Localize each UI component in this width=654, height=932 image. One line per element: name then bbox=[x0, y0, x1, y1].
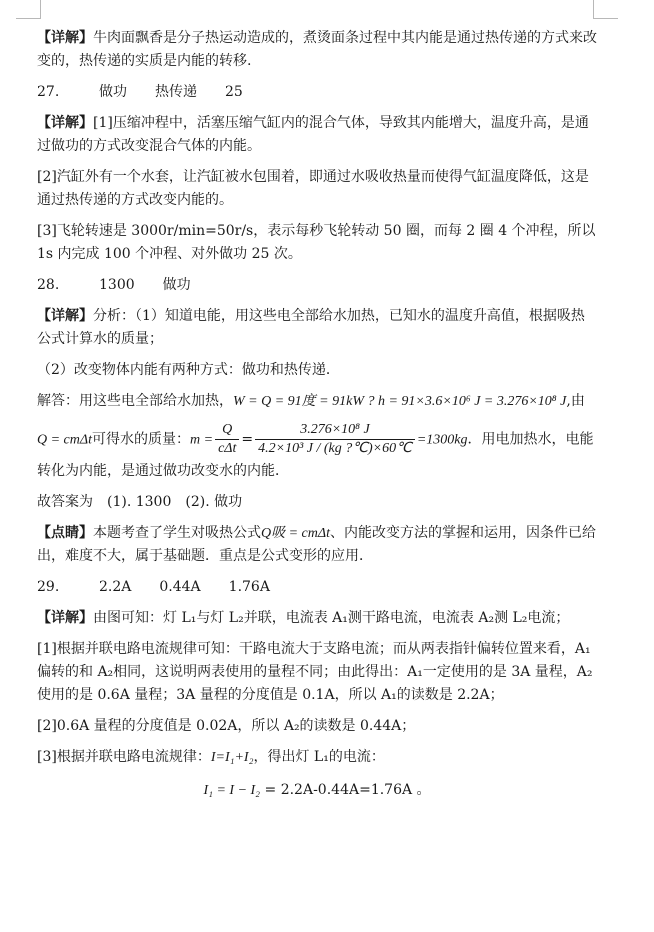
explain-tag: 【详解】 bbox=[37, 115, 93, 131]
paragraph-27-point-3: [3]飞轮转速是 3000r/min=50r/s，表示每秒飞轮转动 50 圈，而每 2 圈 4 个冲程，所以 1s 内完成 100 个冲程、对外做功 25 次。 bbox=[37, 223, 596, 262]
answer-row-27 bbox=[37, 81, 597, 104]
solution-intro: 解答：用这些电全部给水加热， bbox=[37, 393, 233, 409]
fraction-numeric bbox=[255, 421, 415, 458]
fraction-denominator: cΔt bbox=[218, 441, 237, 456]
paragraph-29-point-2: [2]0.6A 量程的分度值是 0.02A，所以 A₂的读数是 0.44A； bbox=[37, 718, 416, 734]
paragraph-28-point-2: （2）改变物体内能有两种方式：做功和热传递． bbox=[37, 362, 340, 378]
paragraph-28-remark bbox=[37, 522, 597, 568]
answer-3: 1.76A bbox=[228, 579, 270, 595]
current-formula: I=I₁+I₂ bbox=[210, 750, 254, 765]
answer-3: 25 bbox=[225, 84, 243, 100]
fraction-numerator: Q bbox=[215, 421, 239, 440]
answer-1: 2.2A bbox=[99, 579, 132, 595]
paragraph-27-point-2: [2]汽缸外有一个水套，让汽缸被水包围着，即通过水吸收热量而使得气缸温度降低，这是通过热传递的方式改变内能的。 bbox=[37, 169, 589, 208]
answer-2: 热传递 bbox=[155, 84, 197, 100]
paragraph-28-mass: Q = cmΔt可得水的质量：m = $\frac{Q}{\text{cΔt}}$ = $\frac{\text{3.276×10⁸ J}}{\text{4.2×10³ J / (kg ?℃)×60℃}}$ =1300kg．用电加热水，电能 bbox=[37, 422, 594, 456]
paragraph-28-explain bbox=[37, 305, 597, 351]
mass-tail: ．用电加热水，电能 bbox=[467, 431, 594, 448]
answer-1: 做功 bbox=[99, 84, 127, 100]
energy-formula: W = Q = 91度 = 91kW ? h = 91×3.6×10⁶ J = 3.276×10⁸ J bbox=[233, 394, 567, 409]
rule-intro: [3]根据并联电路电流规律： bbox=[37, 749, 211, 765]
corner-mark-left bbox=[16, 0, 41, 19]
paragraph-29-point-3 bbox=[37, 746, 597, 769]
explain-text: 由图可知：灯 L₁与灯 L₂并联，电流表 A₁测干路电流，电流表 A₂测 L₂电流； bbox=[93, 610, 570, 626]
explain-text: [1]压缩冲程中，活塞压缩气缸内的混合气体，导致其内能增大，温度升高，是通过做功的方式改变混合气体的内能。 bbox=[37, 115, 589, 154]
corner-mark-right bbox=[593, 0, 618, 19]
document-body bbox=[37, 27, 597, 802]
remark-tag: 【点睛】 bbox=[37, 525, 93, 541]
remark-text-2: 、内能改变方法的掌握和运用，因条件已给出，难度不大，属于基础题．重点是公式变形的应用． bbox=[37, 525, 596, 564]
paragraph-29-explain bbox=[37, 607, 597, 630]
question-number: 29. bbox=[37, 579, 60, 595]
fraction-numerator: 3.276×10⁸ J bbox=[255, 421, 415, 440]
heat-absorb-formula: Q吸 = cmΔt bbox=[261, 526, 330, 541]
mass-lhs: m = bbox=[190, 432, 214, 448]
answer-1: 1300 bbox=[99, 277, 135, 293]
final-result: = 2.2A-0.44A=1.76A 。 bbox=[264, 782, 431, 798]
final-equation bbox=[37, 779, 597, 802]
heat-formula: Q = cmΔt bbox=[37, 432, 92, 448]
solution-tail: ,由 bbox=[566, 393, 585, 409]
fraction-symbolic bbox=[215, 421, 239, 458]
paragraph-28-answers: 故答案为 (1). 1300 (2). 做功 bbox=[37, 494, 243, 510]
answer-2: 0.44A bbox=[159, 579, 201, 595]
paragraph-28-conclusion: 转化为内能，是通过做功改变水的内能． bbox=[37, 463, 289, 479]
question-number: 27. bbox=[37, 84, 60, 100]
branch-current-formula: I₁ = I − I₂ bbox=[203, 783, 261, 798]
paragraph-29-point-1: [1]根据并联电路电流规律可知：干路电流大于支路电流；而从两表指针偏转位置来看，A₁偏转的和 A₂相同，这说明两表使用的量程不同；由此得出：A₁一定使用的是 3A 量程，A₂使用的是 0.6A 量程；3A 量程的分度值是 0.1A，所以 A₁的读数是 2.2A； bbox=[37, 641, 593, 703]
rule-tail: ，得出灯 L₁的电流： bbox=[253, 749, 385, 765]
paragraph-27-explain bbox=[37, 112, 597, 158]
paragraph-26-explanation bbox=[37, 27, 597, 73]
explain-text: 牛肉面飘香是分子热运动造成的，煮烫面条过程中其内能是通过热传递的方式来改变的，热传递的实质是内能的转移. bbox=[37, 30, 597, 69]
explain-text: 分析：（1）知道电能，用这些电全部给水加热，已知水的温度升高值，根据吸热公式计算水的质量； bbox=[37, 308, 585, 347]
fraction-denominator: 4.2×10³ J / (kg ?℃)×60℃ bbox=[258, 441, 412, 456]
remark-text-1: 本题考查了学生对吸热公式 bbox=[93, 525, 261, 541]
explain-tag: 【详解】 bbox=[37, 610, 93, 626]
answer-row-28 bbox=[37, 274, 597, 297]
paragraph-28-solution bbox=[37, 390, 597, 413]
explain-tag: 【详解】 bbox=[37, 308, 93, 324]
mass-result: =1300kg bbox=[416, 432, 468, 448]
question-number: 28. bbox=[37, 277, 60, 293]
answer-2: 做功 bbox=[162, 277, 191, 293]
explain-tag: 【详解】 bbox=[37, 30, 93, 46]
mass-intro: 可得水的质量： bbox=[92, 431, 190, 448]
answer-row-29 bbox=[37, 576, 597, 599]
